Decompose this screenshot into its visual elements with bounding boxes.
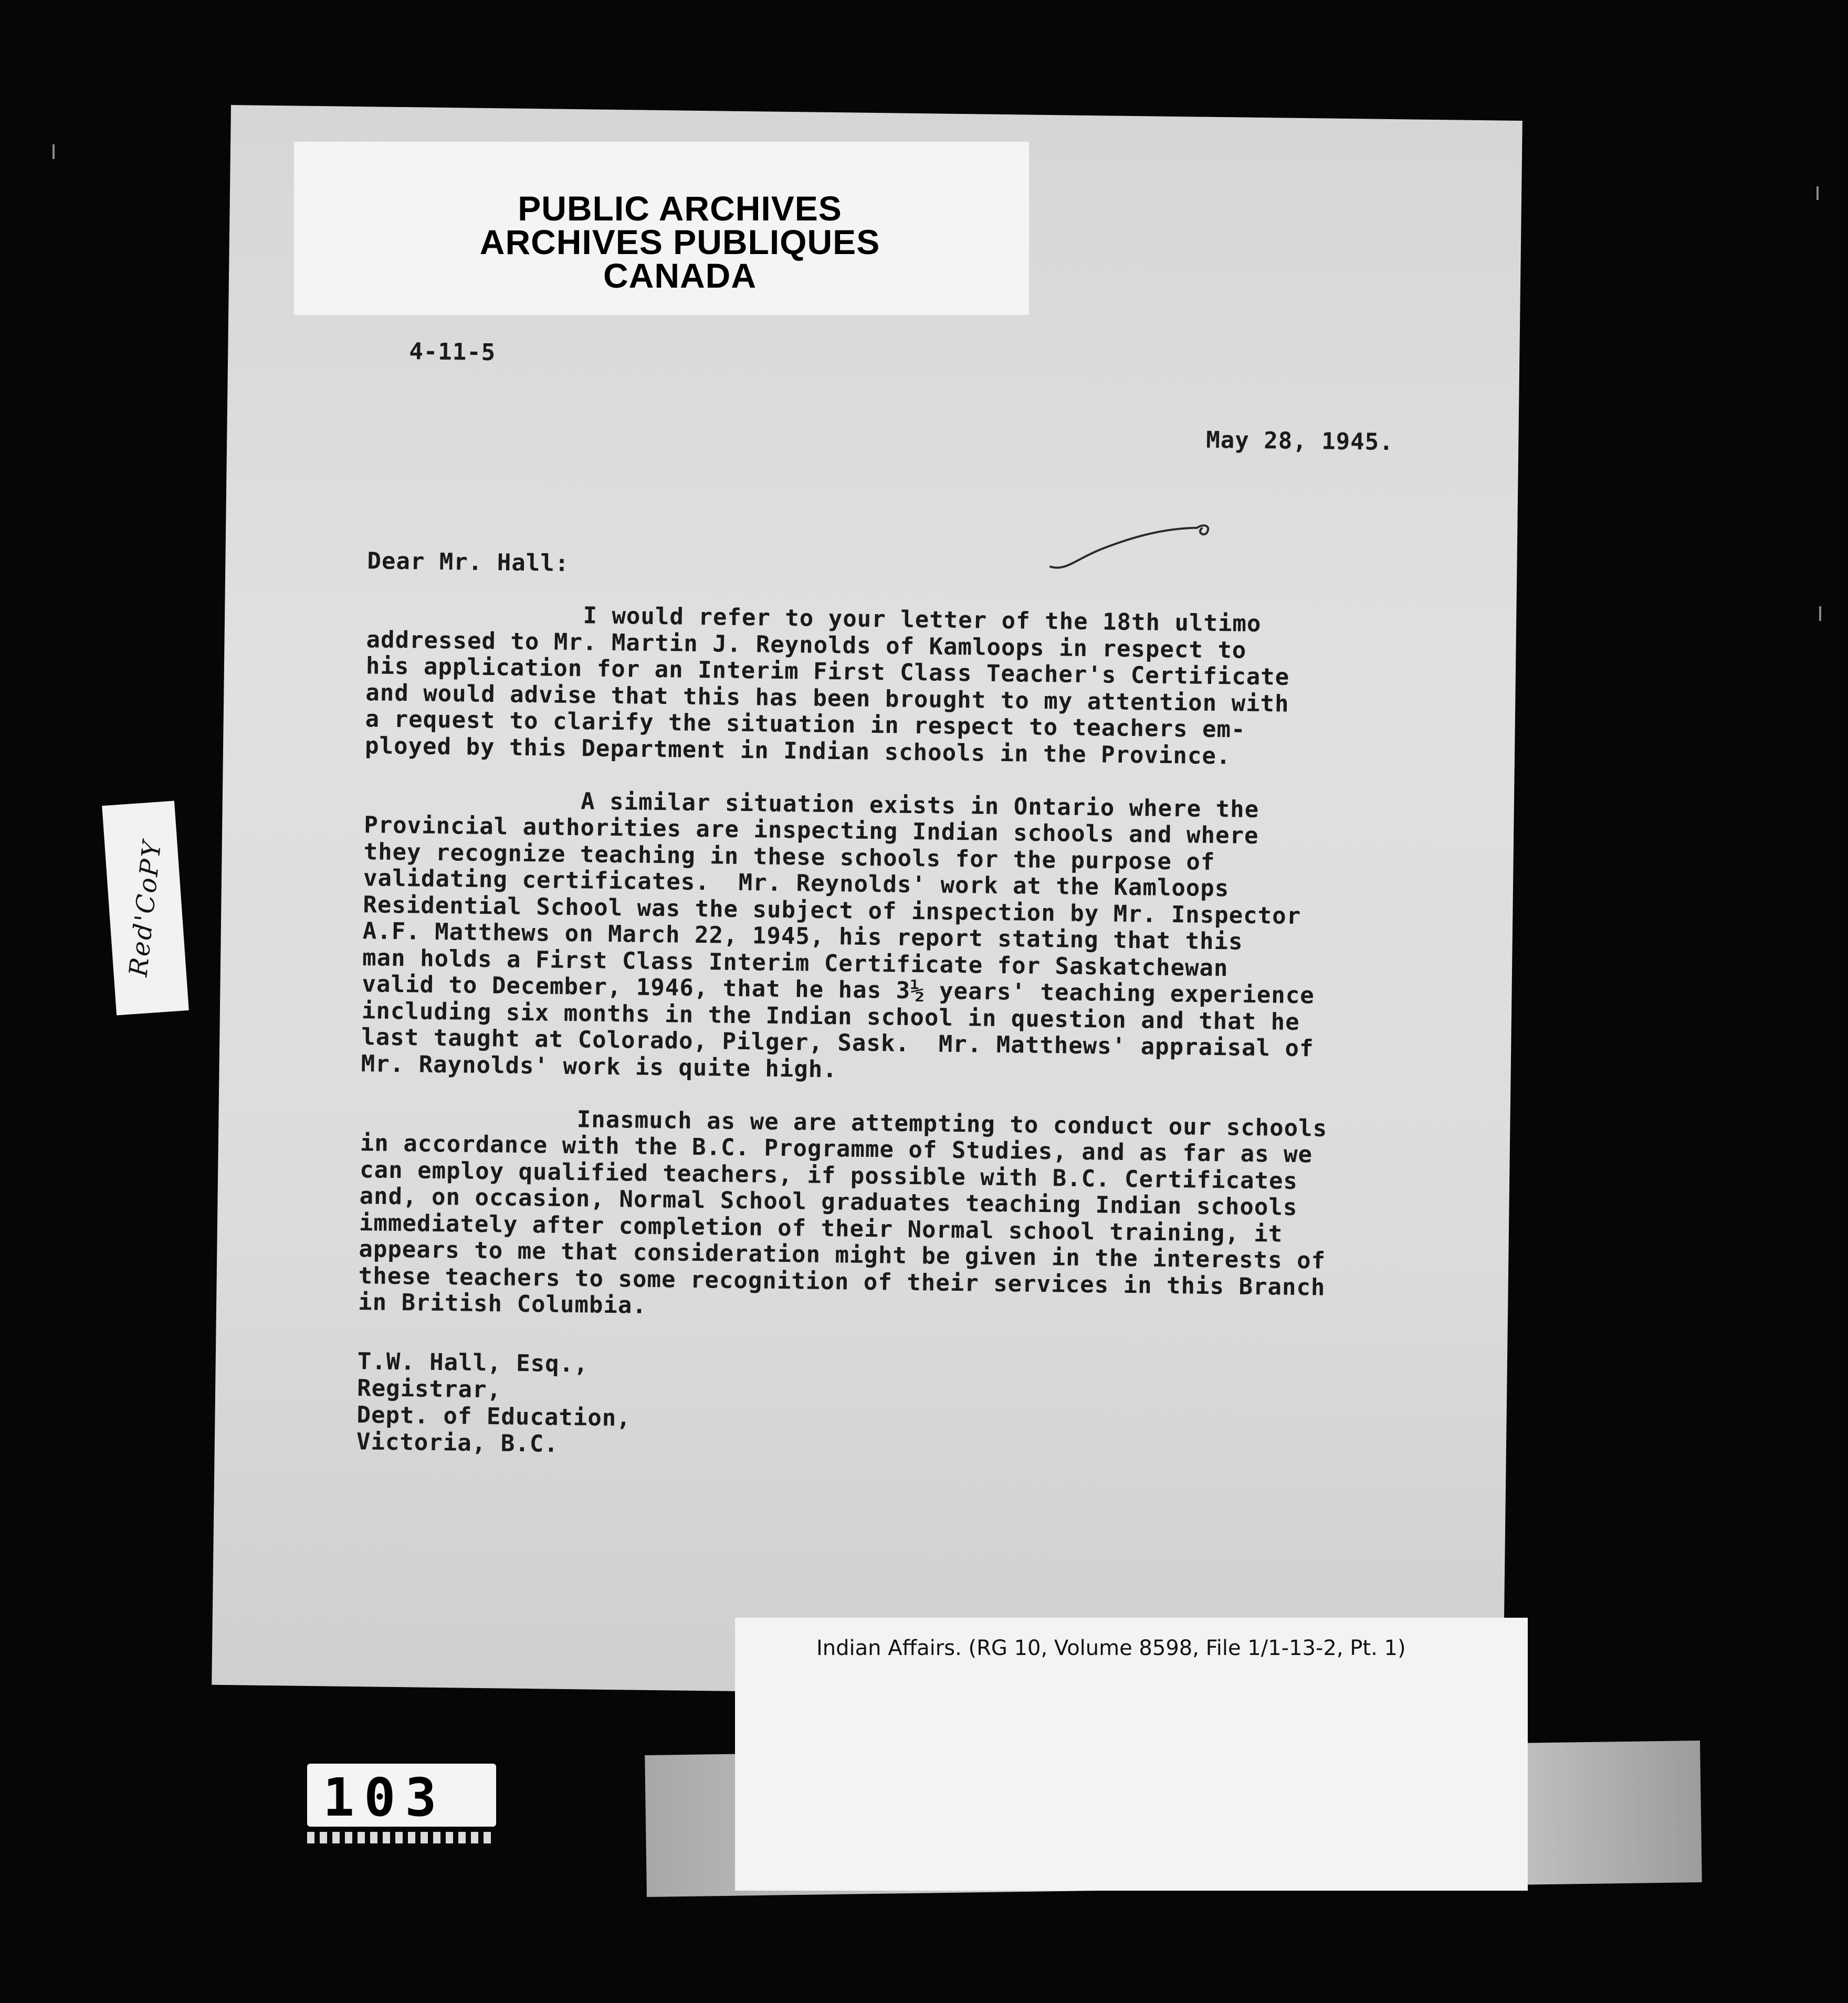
archives-line-3: CANADA [603, 256, 757, 295]
film-scratch [1819, 606, 1821, 621]
frame-counter [307, 1764, 496, 1827]
citation-card [735, 1618, 1528, 1891]
film-sprocket-strip [307, 1832, 496, 1843]
pen-squiggle [1044, 516, 1213, 576]
file-reference: 4-11-5 [408, 338, 496, 366]
letter-body: I would refer to your letter of the 18th ultimo addressed to Mr. Martin J. Reynolds of Kamloops in respect to his application for an Interim First Class Teacher's Certificate and would advise that this has been brought to my attention with a request to clarify the situation in respect to teachers em- ployed by this Department in Indian schools in the Province. A similar situation exists in Ontario where the Provincial authorities are inspecting Indian schools and where they recognize teaching in these schools for the purpose of validating certificates. Mr. Reynolds' work at the Kamloops Residential School was the subject of inspection by Mr. Inspector A.F. Matthews on March 22, 1945, his report stating that this man holds a First Class Interim Certificate for Saskatchewan valid to December, 1946, that he has 3½ years' teaching experience including six months in the Indian school in question and that he last taught at Colorado, Pilger, Sask. Mr. Matthews' appraisal of Mr. Raynolds' work is quite high. Inasmuch as we are attempting to conduct our schools in accordance with the B.C. Programme of Studies, and as far as we can employ qualified teachers, if possible with B.C. Certificates and, on occasion, Normal School graduates teaching Indian schools immediately after completion of their Normal school training, it appears to me that consideration might be given in the interests of these teachers to some recognition of their services in this Branch in British Columbia. [358, 599, 1328, 1319]
film-scratch [52, 144, 55, 159]
citation-text: Indian Affairs. (RG 10, Volume 8598, File 1/1-13-2, Pt. 1) [816, 1636, 1406, 1660]
archives-line-1: PUBLIC ARCHIVES [518, 189, 842, 228]
stamp-text: Red'CoPY [123, 838, 167, 978]
archives-label [294, 142, 1029, 315]
letter-page [212, 105, 1522, 1701]
archives-lines [378, 189, 982, 295]
film-scratch [1816, 186, 1819, 200]
letter-date: May 28, 1945. [1206, 426, 1394, 456]
copy-stamp [102, 801, 189, 1016]
frame-number: 103 [323, 1767, 446, 1828]
salutation: Dear Mr. Hall: [367, 547, 570, 577]
recipient-address: T.W. Hall, Esq., Registrar, Dept. of Education, Victoria, B.C. [356, 1348, 632, 1458]
archives-line-2: ARCHIVES PUBLIQUES [479, 223, 880, 261]
